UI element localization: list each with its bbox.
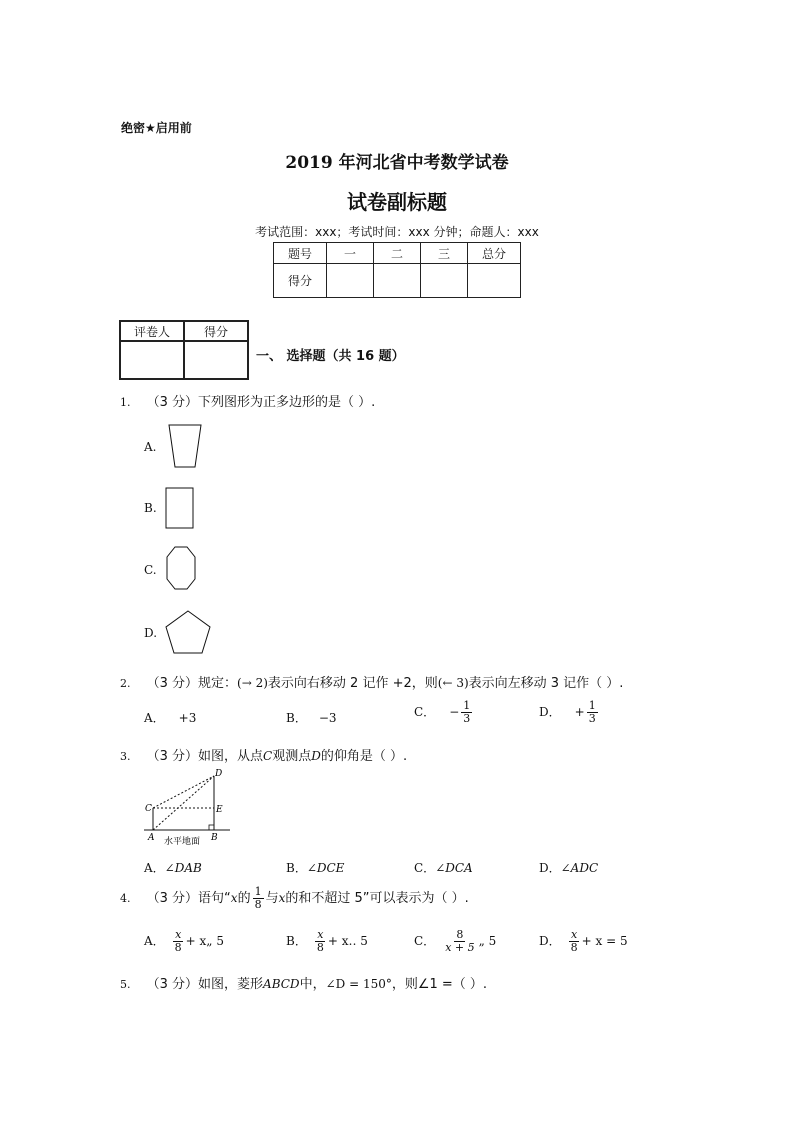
octagon-figure <box>165 545 197 591</box>
score-cell <box>421 264 468 298</box>
q2-option-b: B． −3 <box>286 711 337 725</box>
label-b: B <box>211 833 218 843</box>
elevation-angle-figure <box>140 766 235 850</box>
score-header-1: 一 <box>327 243 374 264</box>
exam-title: 2019 年河北省中考数学试卷 <box>285 153 509 173</box>
q3-option-d: D．∠ADC <box>539 861 599 875</box>
question-5: 5. （3 分）如图，菱形ABCD中，∠D = 150°，则∠1 =（ ）. <box>120 977 488 992</box>
q4-option-a: A． $\frac{x}{8}$ + x„ 5 <box>144 928 224 954</box>
ground-label: 水平地面 <box>164 837 201 847</box>
score-header-3: 三 <box>421 243 468 264</box>
rectangle-figure <box>165 486 195 530</box>
q2-option-d: D． + $\frac{1}{3}$ <box>539 699 596 725</box>
angle-condition: ∠D = 150° <box>325 977 392 991</box>
label-a: A <box>148 833 155 843</box>
point-d: D <box>311 749 321 763</box>
question-stem-middle: 表示向右移动 2 记作 +2，则 <box>267 676 438 691</box>
q1-option-c-label: C. <box>144 563 157 577</box>
grader-table <box>119 320 249 380</box>
question-3: 3. （3 分）如图，从点C观测点D的仰角是（ ）. <box>120 749 408 764</box>
score-header-number: 题号 <box>274 243 327 264</box>
question-4: 4. （3 分）语句“x的 $\frac{1}{8}$ 与x的和不超过 5”可以表示为（ ）. <box>120 885 469 911</box>
label-d: D <box>215 769 223 779</box>
score-cell <box>468 264 521 298</box>
q4-option-d: D． $\frac{x}{8}$ + x = 5 <box>539 928 628 954</box>
question-number: 5. <box>120 978 131 991</box>
q4-option-b: B． $\frac{x}{8}$ + x‥ 5 <box>286 928 368 954</box>
question-number: 2. <box>120 677 131 690</box>
exam-info: 考试范围：xxx；考试时间：xxx 分钟；命题人：xxx <box>255 225 539 239</box>
pentagon-figure <box>165 609 213 657</box>
question-stem: （3 分）下列图形为正多边形的是（ ）. <box>146 395 376 410</box>
score-cell <box>374 264 421 298</box>
question-1 <box>120 391 375 410</box>
rhombus-name: ABCD <box>263 977 300 991</box>
score-cell <box>327 264 374 298</box>
trapezoid-figure <box>165 423 205 469</box>
grader-header-reviewer: 评卷人 <box>120 321 184 341</box>
grader-header-score: 得分 <box>184 321 248 341</box>
question-2 <box>120 672 623 691</box>
point-c: C <box>263 749 273 763</box>
grader-cell <box>120 341 184 379</box>
rule-right-move: (→ 2) <box>237 676 268 690</box>
q1-option-a-label: A. <box>144 440 157 454</box>
q1-option-b-label: B. <box>144 501 157 515</box>
q3-option-a: A．∠DAB <box>144 861 202 875</box>
score-table <box>273 242 521 298</box>
rule-left-move: (← 3) <box>437 676 469 690</box>
question-number: 3. <box>120 750 131 763</box>
score-row-label: 得分 <box>274 264 327 298</box>
q3-option-b: B．∠DCE <box>286 861 345 875</box>
exam-subtitle: 试卷副标题 <box>347 190 447 214</box>
score-header-2: 二 <box>374 243 421 264</box>
label-c: C <box>145 804 152 814</box>
section-title: 一、 选择题（共 16 题） <box>256 349 405 364</box>
q4-option-c: C． $\frac{8}{x + 5}$ „ 5 <box>414 928 497 954</box>
question-stem-suffix: 表示向左移动 3 记作（ ）. <box>468 676 624 691</box>
score-header-total: 总分 <box>468 243 521 264</box>
question-number: 1. <box>120 396 131 409</box>
label-e: E <box>216 805 223 815</box>
q2-option-c: C． − $\frac{1}{3}$ <box>414 699 471 725</box>
question-stem-prefix: （3 分）规定： <box>146 676 238 691</box>
question-number: 4. <box>120 892 131 905</box>
q1-option-d-label: D. <box>144 626 158 640</box>
confidential-label: 绝密★启用前 <box>121 121 192 135</box>
q2-option-a: A． +3 <box>144 711 197 725</box>
grader-cell <box>184 341 248 379</box>
q3-option-c: C．∠DCA <box>414 861 473 875</box>
